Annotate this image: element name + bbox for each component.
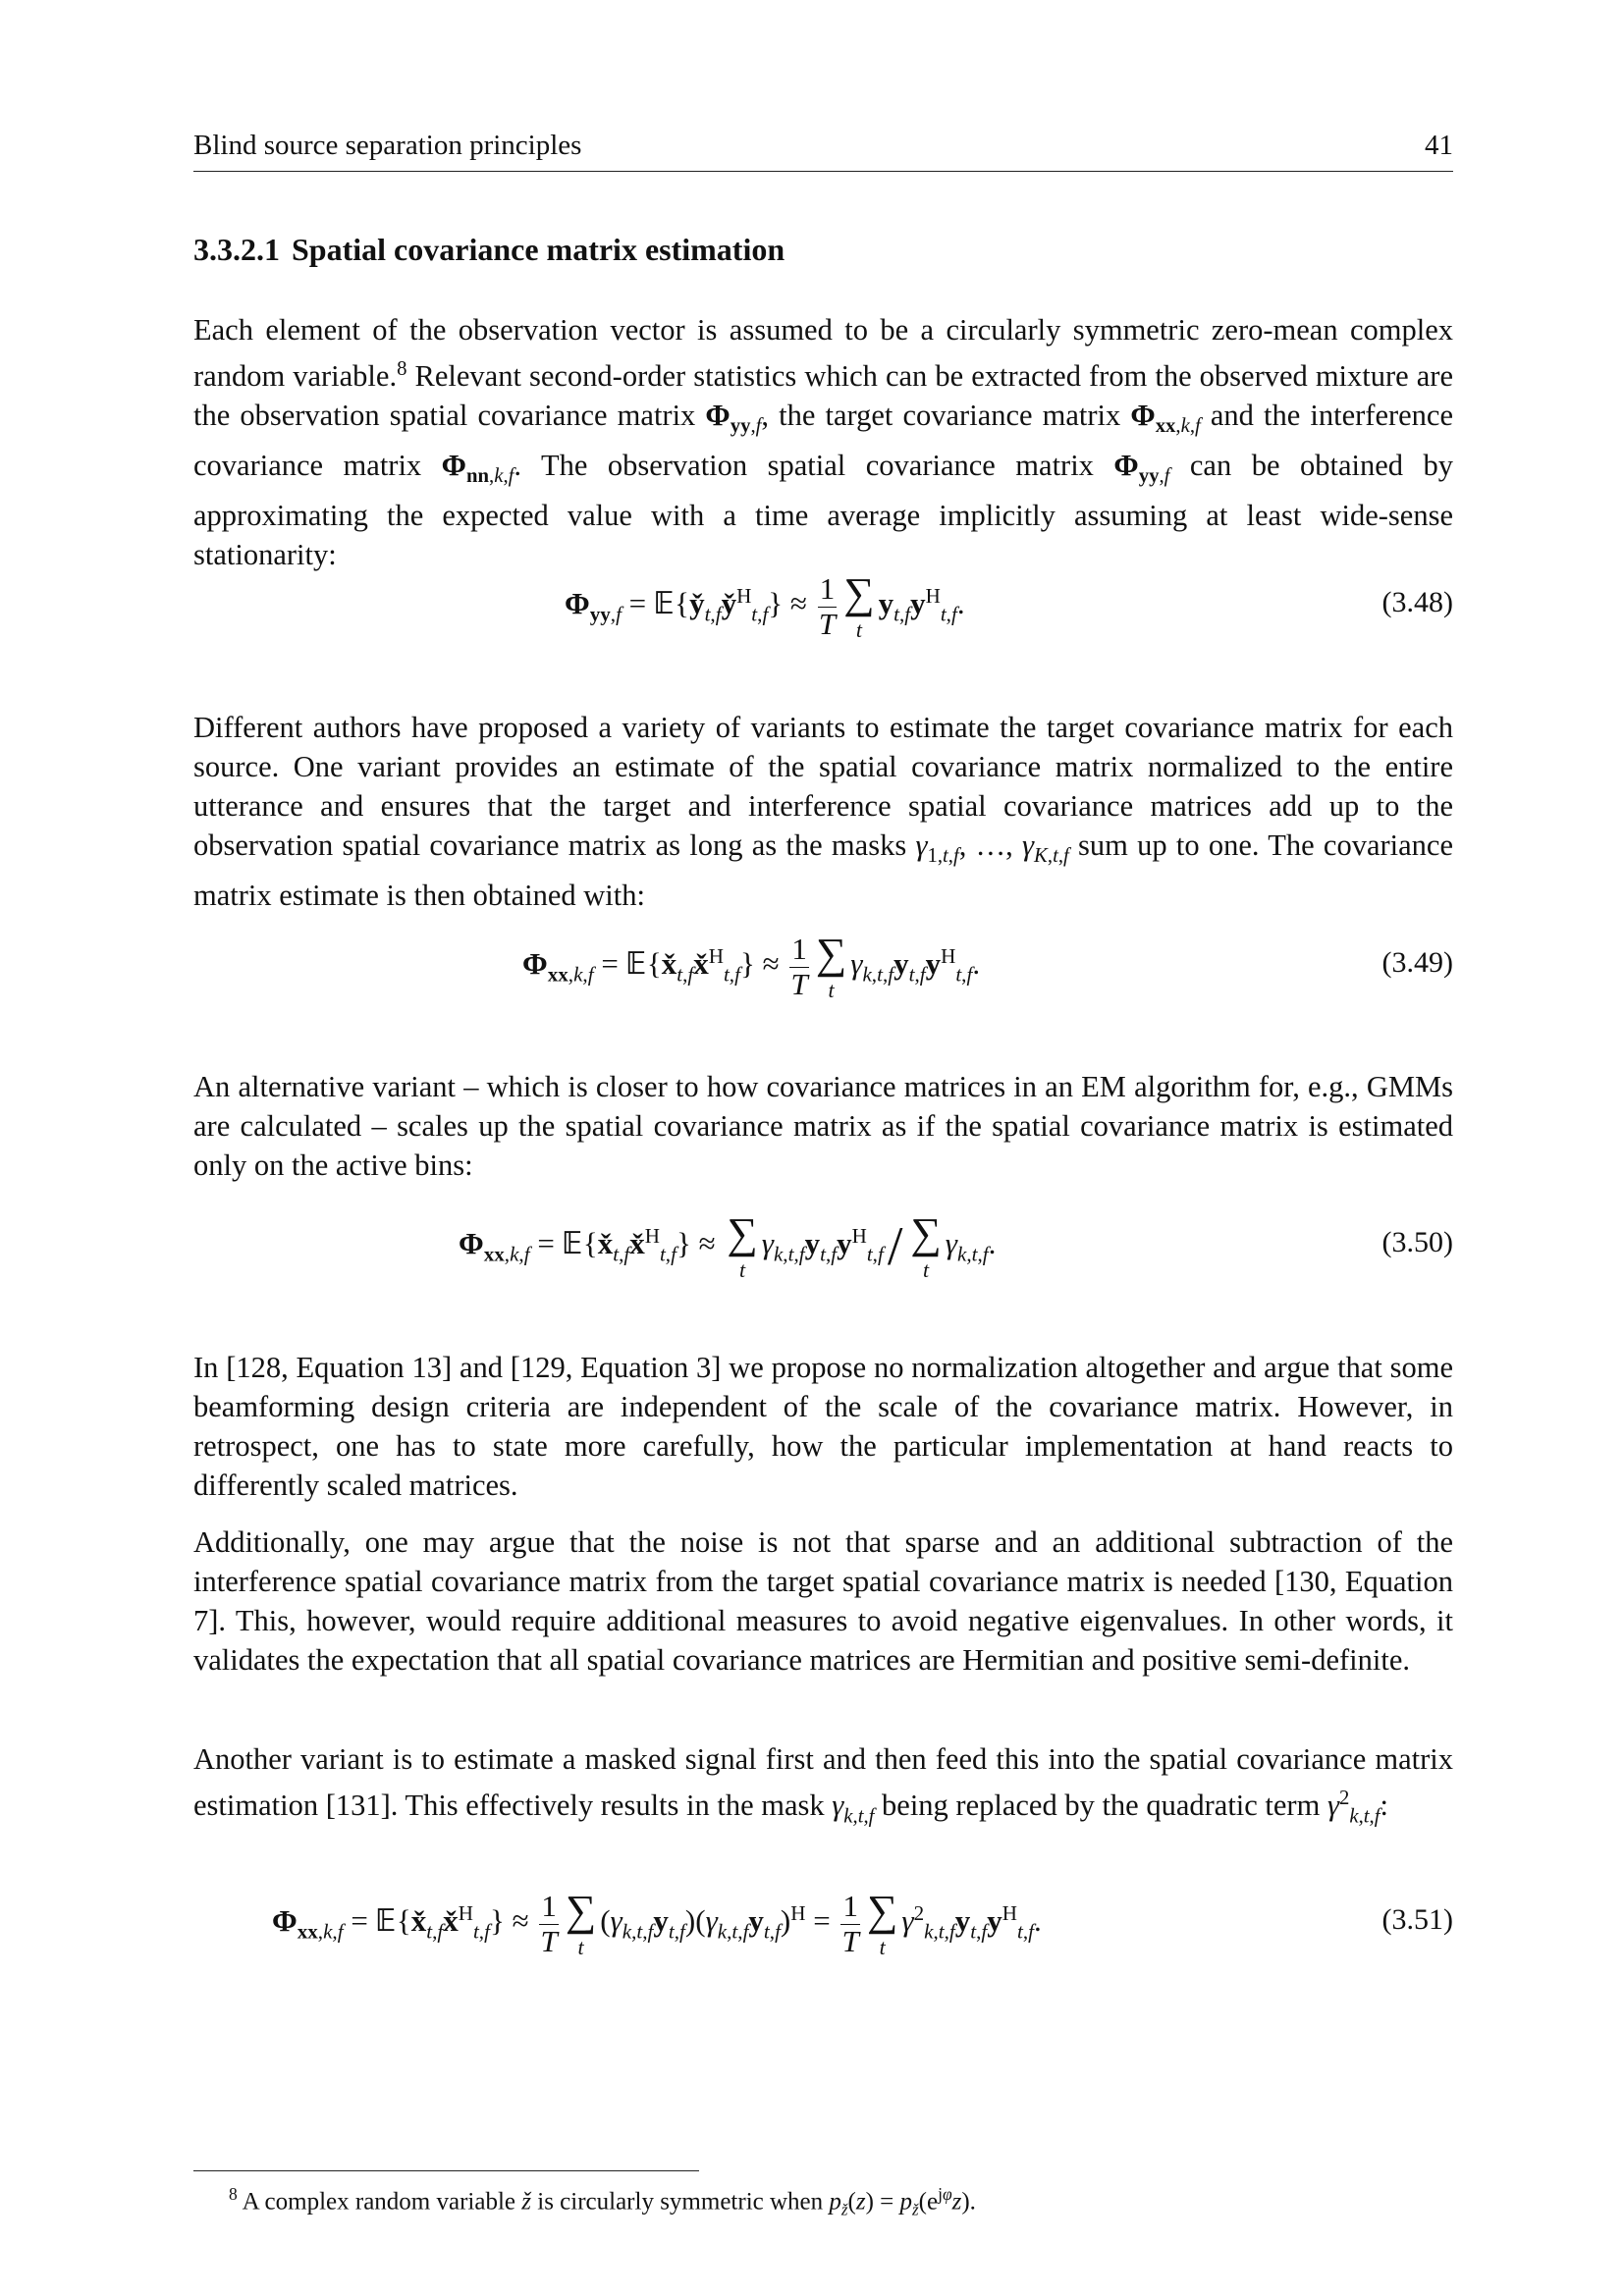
running-title: Blind source separation principles (193, 130, 582, 161)
text-span: is circularly symmetric when (531, 2188, 830, 2216)
equation-number: (3.48) (1381, 586, 1453, 618)
section-number: 3.3.2.1 (193, 232, 280, 267)
paragraph-variants: Different authors have proposed a variety of variants to estimate the target covariance matrix for each source. One variant provides an estimate of the spatial covariance matrix normalized to the entire utterance and ensures that the target and interference spatial covariance matrices add up to the observation spatial covariance matrix as long as the masks $\gamma_{1,t,f}$, …, $\gamma_{K,t,f}$ sum up to one. The covariance matrix estimate is then obtained with: (193, 711, 1453, 913)
page-number: 41 (1425, 130, 1453, 161)
equation-3-48: $\Phi_{yy,f}$ = $𝔼\{y̌_{t,f}y̌^H_{t,f}\}$ ≈ $\frac{1}{T}$ ∑ t $y_{t,f}y^H_{t,f}$. (3.48) (565, 569, 1453, 642)
text-span: , the target covariance matrix (761, 399, 1131, 433)
text-span: Different authors have proposed a variety of variants to estimate the target covariance matrix for each source. One variant provides an estimate of the spatial covariance matrix normalized to the entire utterance and ensures that the target and interference spatial covariance matrices add up to the observation spatial covariance matrix as long as the masks (193, 711, 1453, 862)
text-span: : (1380, 1789, 1388, 1823)
equation-number: (3.51) (1381, 1903, 1453, 1936)
text-span: and the interference covariance matrix (193, 399, 1453, 483)
text-span: Relevant second-order statistics which can be extracted from the observed mixture are the observation spatial covariance matrix (193, 359, 1453, 433)
text-span: . The observation spatial covariance matrix (514, 449, 1114, 483)
text-span: can be obtained by approximating the expected value with a time average implicitly assuming at least wide-sense stationarity: (193, 449, 1453, 572)
text-span: being replaced by the quadratic term (874, 1789, 1327, 1823)
equation-3-50: $\Phi_{xx,k,f}$ = $𝔼\{x̌_{t,f}x̌^H_{t,f}\}$ ≈ ∑ t $\gamma_{k,t,f}y_{t,f}y^H_{t,f}/$ ∑ t $\gamma_{k,t,f}$. (3.50) (459, 1209, 1453, 1282)
paragraph-subtraction: Additionally, one may argue that the noise is not that sparse and an additional subtraction of the interference spatial covariance matrix from the target spatial covariance matrix is needed [130, Equation 7]. This, however, would require additional measures to avoid negative eigenvalues. In other words, it validates the expectation that all spatial covariance matrices are Hermitian and positive semi-definite. (193, 1525, 1453, 1677)
text-span: sum up to one. The covariance matrix estimate is then obtained with: (193, 828, 1453, 913)
paragraph-normalization: In [128, Equation 13] and [129, Equation 3] we propose no normalization altogether and argue that some beamforming design criteria are independent of the scale of the covariance matrix. However, in retrospect, one has to state more carefully, how the particular implementation at hand reacts to differently scaled matrices. (193, 1351, 1453, 1502)
equation-number: (3.50) (1381, 1226, 1453, 1258)
equation-3-49: $\Phi_{xx,k,f}$ = $𝔼\{x̌_{t,f}x̌^H_{t,f}\}$ ≈ $\frac{1}{T}$ ∑ t $\gamma_{k,t,f}y_{t,f}y^H_{t,f}$. (3.49) (522, 930, 1453, 1002)
paragraph-masked-signal: Another variant is to estimate a masked signal first and then feed this into the spatial covariance matrix estimation [131]. This effectively results in the mask $\gamma_{k,t,f}$ being replaced by the quadratic term $\gamma^2_{k,t,f}$: (193, 1742, 1453, 1828)
equation-number: (3.49) (1381, 946, 1453, 979)
text-span: A complex random variable (242, 2188, 522, 2216)
equation-3-51: $\Phi_{xx,k,f}$ = $𝔼\{x̌_{t,f}x̌^H_{t,f}\}$ ≈ $\frac{1}{T}$ ∑ t $(\gamma_{k,t,f}y_{t,f})(\gamma_{k,t,f}y_{t,f})^H$ = $\frac{1}{T}$ ∑ t $\gamma^2_{k,t,f}y_{t,f}y^H_{t,f}$. (3.51) (272, 1887, 1453, 1959)
text-span: Another variant is to estimate a masked signal first and then feed this into the spatial covariance matrix estimation [131]. This effectively results in the mask (193, 1742, 1453, 1823)
paragraph-intro: Each element of the observation vector is assumed to be a circularly symmetric zero-mean complex random variable.$^8$ Relevant second-order statistics which can be extracted from the observed mixture are the observation spatial covariance matrix $\Phi_{yy,f}$, the target covariance matrix $\Phi_{xx,k,f}$ and the interference covariance matrix $\Phi_{nn,k,f}$. The observation spatial covariance matrix $\Phi_{yy,f}$ can be obtained by approximating the expected value with a time average implicitly assuming at least wide-sense stationarity: (193, 313, 1453, 572)
paragraph-alternative: An alternative variant – which is closer to how covariance matrices in an EM algorithm for, e.g., GMMs are calculated – scales up the spatial covariance matrix as if the spatial covariance matrix is estimated only on the active bins: (193, 1070, 1453, 1182)
footnote-marker: 8 (397, 358, 407, 380)
footnote-mark: 8 (229, 2184, 238, 2204)
text-span: Each element of the observation vector is assumed to be a circularly symmetric zero-mean complex random variable. (193, 313, 1453, 394)
footnote-rule (193, 2170, 699, 2171)
running-header (193, 128, 1453, 172)
footnote: $^8$ A complex random variable ž is circularly symmetric when $p_ž(z) = p_ž(e^{j\varphi}z)$. (229, 2184, 976, 2219)
section-title: Spatial covariance matrix estimation (292, 232, 785, 267)
section-heading (193, 232, 785, 268)
